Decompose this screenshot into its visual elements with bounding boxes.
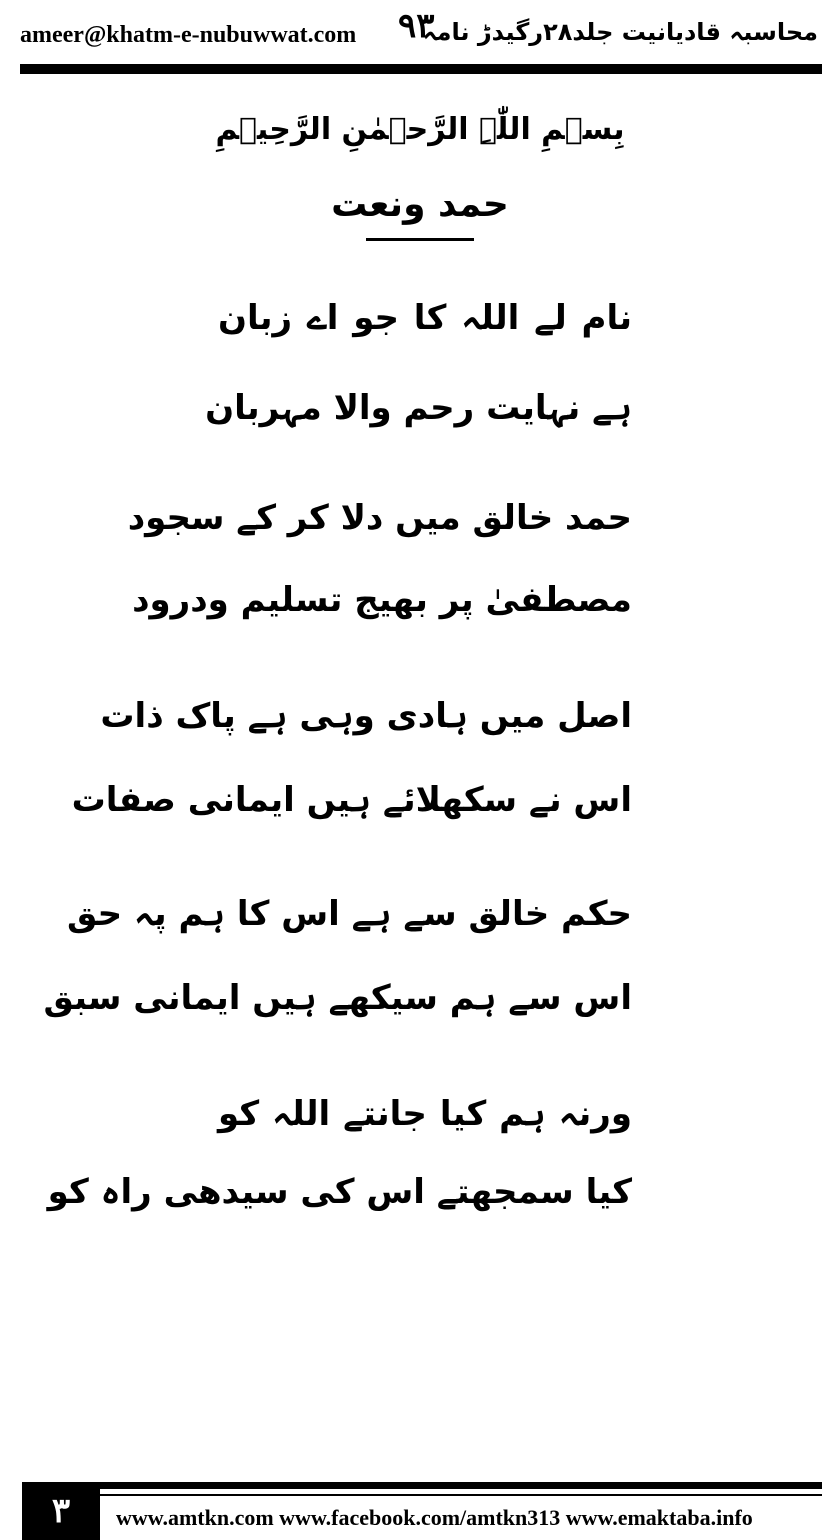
footer-links: www.amtkn.com www.facebook.com/amtkn313 www.emaktaba.info (116, 1505, 753, 1530)
verse-line: حمد خالق میں دلا کر کے سجود (127, 498, 632, 538)
verse-line: کیا سمجھتے اس کی سیدھی راہ کو (47, 1172, 632, 1212)
verse-line: ہے نہایت رحم والا مہربان (205, 388, 632, 428)
header-book-title: محاسبہ قادیانیت جلد۲۸رگیدڑ نامہ (422, 18, 818, 46)
header-page-number: ۹۳ (398, 6, 435, 46)
verse-line: نام لے اللہ کا جو اے زبان (218, 298, 632, 338)
verse-line: اس سے ہم سیکھے ہیں ایمانی سبق (43, 978, 632, 1018)
verse-line: اصل میں ہادی وہی ہے پاک ذات (100, 696, 632, 736)
verse-line: مصطفیٰ پر بھیج تسلیم ودرود (132, 580, 632, 620)
verse-line: اس نے سکھلائے ہیں ایمانی صفات (71, 780, 632, 820)
footer-rule (100, 1482, 822, 1489)
verse-line: ورنہ ہم کیا جانتے اللہ کو (218, 1094, 632, 1134)
bismillah: بِسۡمِ اللّٰہِ الرَّحۡمٰنِ الرَّحِیۡمِ (215, 112, 625, 147)
footer-page-number: ۳ (22, 1482, 100, 1540)
header-email: ameer@khatm-e-nubuwwat.com (20, 22, 357, 48)
footer-rule-thin (100, 1494, 822, 1496)
page-heading: حمد ونعت (331, 184, 509, 225)
verse-line: حکم خالق سے ہے اس کا ہم پہ حق (66, 894, 632, 934)
